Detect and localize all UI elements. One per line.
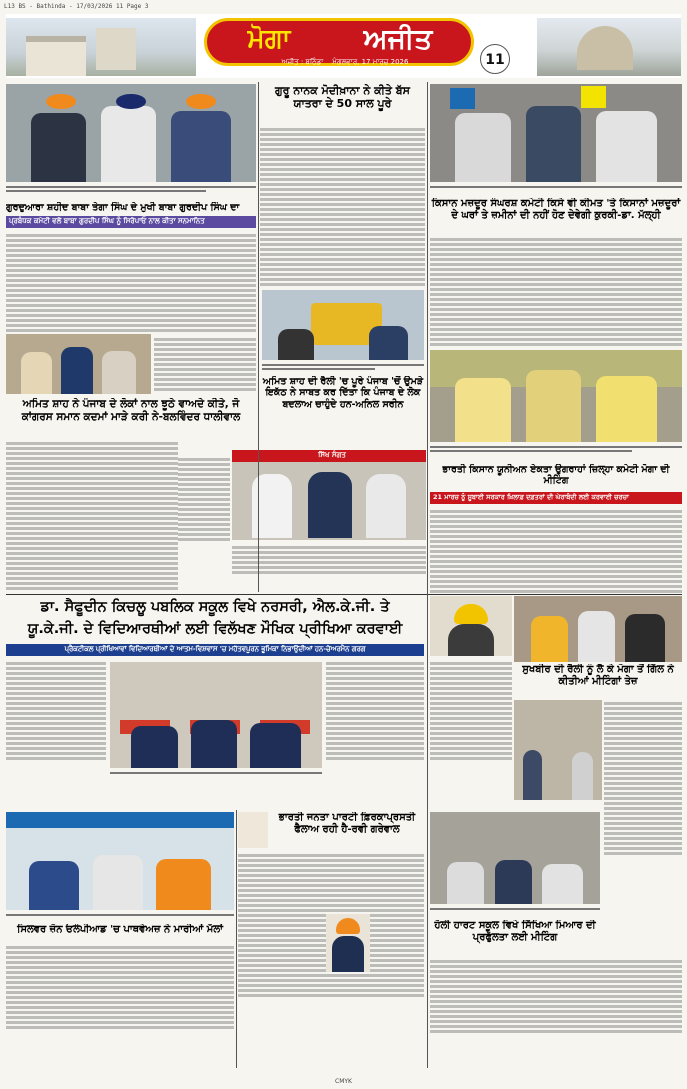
photo-school-classroom [110,662,322,768]
print-header: L13 BS - Bathinda - 17/03/2026 11 Page 3 [4,3,149,10]
subhead-bku: 21 ਮਾਰਚ ਨੂੰ ਸੂਬਾਈ ਸਰਕਾਰ ਖ਼ਿਲਾਫ਼ ਦਫ਼ਤਰਾਂ ਦੀ ਘੇਰਾਬੰਦੀ ਲਈ ਕਰਵਾਈ ਚਰਚਾ [430,492,682,504]
article-body-kisan [430,236,682,346]
article-body-sukhbir-right [604,700,682,930]
page-number: 11 [480,44,510,74]
masthead-title-left: ਮੋਗਾ [247,24,291,54]
article-body-silver-zone [6,944,234,1070]
photo-holy-heart-meeting [430,812,600,904]
article-body-holy-heart [430,958,682,1070]
photo-olympiad-students [6,812,234,910]
headline-bjp: ਭਾਰਤੀ ਜਨਤਾ ਪਾਰਟੀ ਫ਼ਿਰਕਾਪ੍ਰਸਤੀ ਫੈਲਾਅ ਰਹੀ ਹੈ-ਰਵੀ ਗਰੇਵਾਲ [278,812,416,835]
photo-caption-bku [430,444,682,462]
photo-gurdwara-honour [6,84,256,182]
headline-bku: ਭਾਰਤੀ ਕਿਸਾਨ ਯੂਨੀਅਨ ਏਕਤਾ ਉਗਰਾਹਾਂ ਜ਼ਿਲ੍ਹਾ ਕਮੇਟੀ ਮੋਗਾ ਦੀ ਮੀਟਿੰਗ [442,464,670,487]
article-body-amit-left [178,456,230,590]
article-body-congress-side [154,336,256,394]
photo-caption-holy-heart [430,906,600,916]
photo-portrait-ravi [326,914,370,972]
section-divider [6,594,682,595]
photo-caption-bus [262,362,424,374]
article-body-bus-yatra [260,126,425,286]
article-body-school-col1 [6,660,106,810]
masthead-subtitle [220,58,470,72]
photo-bku-meeting [430,350,682,442]
masthead-title-right: ਅਜੀਤ [363,22,433,55]
article-body-school-col3 [326,660,424,810]
headline-silver-zone: ਸਿਲਵਰ ਜ਼ੋਨ ਓਲੰਪੀਆਡ 'ਚ ਪਾਥਵੇਅਜ਼ ਨੇ ਮਾਰੀਆਂ ਮੱਲਾਂ [17,924,223,935]
masthead-right-photo [537,18,681,76]
headline-amit-shah: ਅਮਿਤ ਸ਼ਾਹ ਦੀ ਰੈਲੀ 'ਚ ਪੂਰੇ ਪੰਜਾਬ 'ਚੋਂ ਉਮੜੇ ਇਕੱਠ ਨੇ ਸਾਬਤ ਕਰ ਦਿੱਤਾ ਕਿ ਪੰਜਾਬ ਦੇ ਲੋਕ ਬਦਲਾਅ ਚਾਹੁੰਦੇ ਹਨ-ਅਨਿਲ ਸਰੀਨ [262,376,424,410]
photo-banner-label: ਸਿੱਖ ਸੰਗਤ [318,451,346,459]
photo-portrait-bjp-small [238,812,268,848]
photo-sukhbir-meeting [514,596,682,662]
photo-caption-olympiad [6,912,234,922]
photo-press-conference [232,450,426,540]
headline-kisan: ਕਿਸਾਨ ਮਜ਼ਦੂਰ ਸੰਘਰਸ਼ ਕਮੇਟੀ ਕਿਸੇ ਵੀ ਕੀਮਤ 'ਤੇ ਕਿਸਾਨਾਂ ਮਜ਼ਦੂਰਾਂ ਦੇ ਘਰਾਂ ਤੇ ਜ਼ਮੀਨਾਂ ਦੀ ਨਹੀਂ ਹੋਣ ਦੇਵੇਗੀ ਕੁਰਕੀ-ਡਾ. ਮੱਲ੍ਹੀ [431,198,681,221]
photo-bus [262,290,424,360]
article-body-gurdwara [6,232,256,332]
subhead-school: ਪ੍ਰੈਕਟੀਕਲ ਪ੍ਰੀਖਿਆਵਾਂ ਵਿਦਿਆਰਥੀਆਂ ਦੇ ਆਤਮ-ਵਿਸ਼ਵਾਸ 'ਚ ਮਹੱਤਵਪੂਰਨ ਭੂਮਿਕਾ ਨਿਭਾਉਂਦੀਆਂ ਹਨ-ਚੇਅਰਮੈਨ ਗਰਗ [6,644,424,656]
headline-sukhbir: ਸੁਖਬੀਰ ਦੀ ਰੈਲੀ ਨੂੰ ਲੈ ਕੇ ਮੋਗਾ ਤੋਂ ਗਿੱਲ ਨੇ ਕੀਤੀਆਂ ਮੀਟਿੰਗਾਂ ਤੇਜ਼ [522,664,674,687]
column-rule [427,82,428,1068]
article-body-sukhbir-left [430,660,512,810]
photo-meeting-hall [514,700,602,800]
photo-congress-meeting [6,334,151,394]
photo-kisan-protest [430,84,682,182]
article-body-bku [430,508,682,594]
article-body-amit-bottom [232,544,426,590]
photo-caption-kisan [430,184,682,196]
headline-congress: ਅਮਿਤ ਸ਼ਾਹ ਨੇ ਪੰਜਾਬ ਦੇ ਲੋਕਾਂ ਨਾਲ ਝੂਠੇ ਵਾਅਦੇ ਕੀਤੇ, ਜੋ ਕਾਂਗਰਸ ਸਮਾਨ ਕਦਮਾਂ ਮਾੜੇ ਕਰੀ ਨੇ-ਬਲਵਿੰਦਰ ਧਾਲੀਵਾਲ [21,398,241,423]
masthead-left-photo [6,18,196,76]
print-footer: CMYK [335,1078,352,1085]
column-rule [258,82,259,592]
masthead-edition: ਅਜੀਤ : ਬਠਿੰਡਾ [281,58,324,66]
column-rule [236,810,237,1068]
photo-portrait-small [430,596,512,656]
headline-school-line1: ਡਾ. ਸੈਫੂਦੀਨ ਕਿਚਲੂ ਪਬਲਿਕ ਸਕੂਲ ਵਿਖੇ ਨਰਸਰੀ, ਐਲ.ਕੇ.ਜੀ. ਤੇ [40,599,390,615]
article-body-congress [6,440,178,590]
headline-bus-yatra: ਗੁਰੂ ਨਾਨਕ ਮੋਦੀਖ਼ਾਨਾ ਨੇ ਕੀਤੇ ਬੱਸ ਯਾਤਰਾ ਦੇ 50 ਸਾਲ ਪੂਰੇ [275,84,410,111]
masthead-date: ਮੰਗਲਵਾਰ, 17 ਮਾਰਚ 2026 [332,58,409,66]
headline-school-line2: ਯੂ.ਕੇ.ਜੀ. ਦੇ ਵਿਦਿਆਰਥੀਆਂ ਲਈ ਵਿਲੱਖਣ ਮੌਖਿਕ ਪ੍ਰੀਖਿਆ ਕਰਵਾਈ [27,621,403,637]
subhead-gurdwara: ਪ੍ਰਬੰਧਕ ਕਮੇਟੀ ਵਲੋਂ ਬਾਬਾ ਗੁਰਦੀਪ ਸਿੰਘ ਨੂੰ ਸਿਰੋਪਾਓ ਨਾਲ ਕੀਤਾ ਸਨਮਾਨਿਤ [6,216,256,228]
headline-gurdwara: ਗੁਰਦੁਆਰਾ ਸ਼ਹੀਦ ਬਾਬਾ ਤੇਗਾ ਸਿੰਘ ਦੇ ਮੁਖੀ ਬਾਬਾ ਗੁਰਦੀਪ ਸਿੰਘ ਦਾ [6,202,240,213]
photo-caption [6,184,256,198]
photo-caption-school [110,770,322,780]
headline-holy-heart: ਹੋਲੀ ਹਾਰਟ ਸਕੂਲ ਵਿਖੇ ਸਿੱਖਿਆ ਮਿਆਰ ਦੀ ਪ੍ਰਫੁੱਲਤਾ ਲਈ ਮੀਟਿੰਗ [434,920,596,943]
